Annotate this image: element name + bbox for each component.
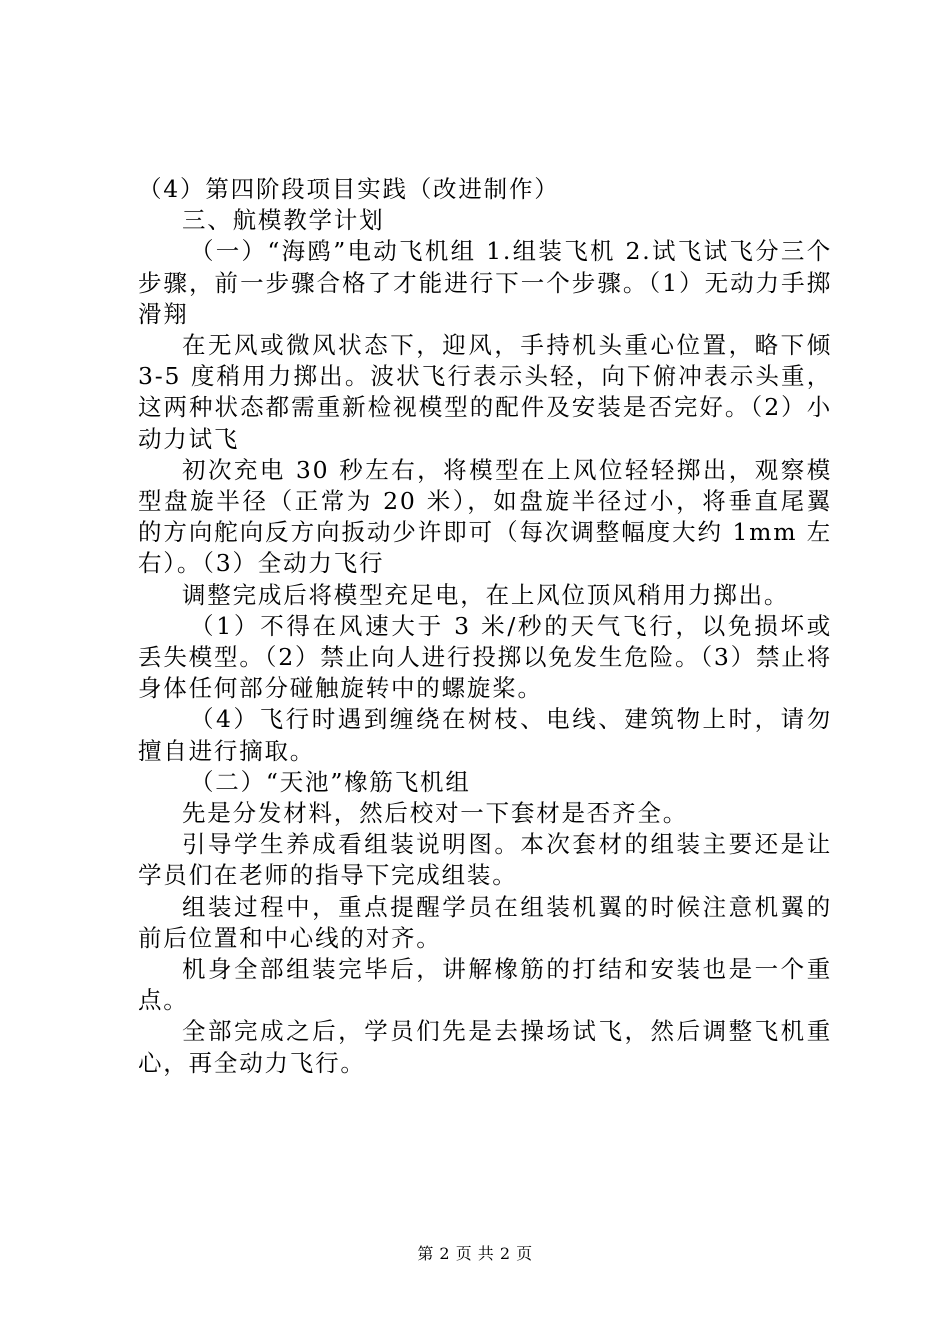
paragraph-stage-four: （4）第四阶段项目实践（改进制作）: [138, 175, 560, 203]
paragraph-test-flight: 全部完成之后，学员们先是去操场试飞，然后调整飞机重心，再全动力飞行。: [138, 1017, 832, 1077]
paragraph-unpowered-glide: 在无风或微风状态下，迎风，手持机头重心位置，略下倾 3-5 度稍用力掷出。波状飞行表示头轻，向下俯冲表示头重，这两种状态都需重新检视模型的配件及安装是否完好。（2）小动力试飞: [138, 331, 832, 453]
paragraph-safety-rules: （1）不得在风速大于 3 米/秒的天气飞行，以免损坏或丢失模型。（2）禁止向人进行投掷以免发生危险。（3）禁止将身体任何部分碰触旋转中的螺旋桨。: [138, 611, 832, 703]
paragraph-safety-rule-four: （4）飞行时遇到缠绕在树枝、电线、建筑物上时，请勿擅自进行摘取。: [138, 705, 832, 765]
paragraph-rubber-band: 机身全部组装完毕后，讲解橡筋的打结和安装也是一个重点。: [138, 955, 832, 1015]
paragraph-wing-alignment: 组装过程中，重点提醒学员在组装机翼的时候注意机翼的前后位置和中心线的对齐。: [138, 892, 832, 952]
paragraph-small-power: 初次充电 30 秒左右，将模型在上风位轻轻掷出，观察模型盘旋半径（正常为 20 米），如盘旋半径过小，将垂直尾翼的方向舵向反方向扳动少许即可（每次调整幅度大约 1mm 左右）。（3）全动力飞行: [138, 455, 832, 578]
paragraph-seagull-group: （一）“海鸥”电动飞机组 1.组装飞机 2.试飞试飞分三个步骤，前一步骤合格了才能进行下一个步骤。（1）无动力手掷滑翔: [138, 237, 832, 328]
document-body: [138, 174, 832, 1079]
heading-teaching-plan: 三、航模教学计划: [182, 206, 385, 235]
page-footer: 第 2 页 共 2 页: [417, 1244, 533, 1263]
paragraph-assembly-guide: 引导学生养成看组装说明图。本次套材的组装主要还是让学员们在老师的指导下完成组装。: [138, 830, 832, 890]
paragraph-full-power: 调整完成后将模型充足电，在上风位顶风稍用力掷出。: [182, 580, 790, 609]
heading-tianchi-group: （二）“天池”橡筋飞机组: [190, 767, 471, 796]
paragraph-distribute-materials: 先是分发材料，然后校对一下套材是否齐全。: [182, 799, 688, 828]
